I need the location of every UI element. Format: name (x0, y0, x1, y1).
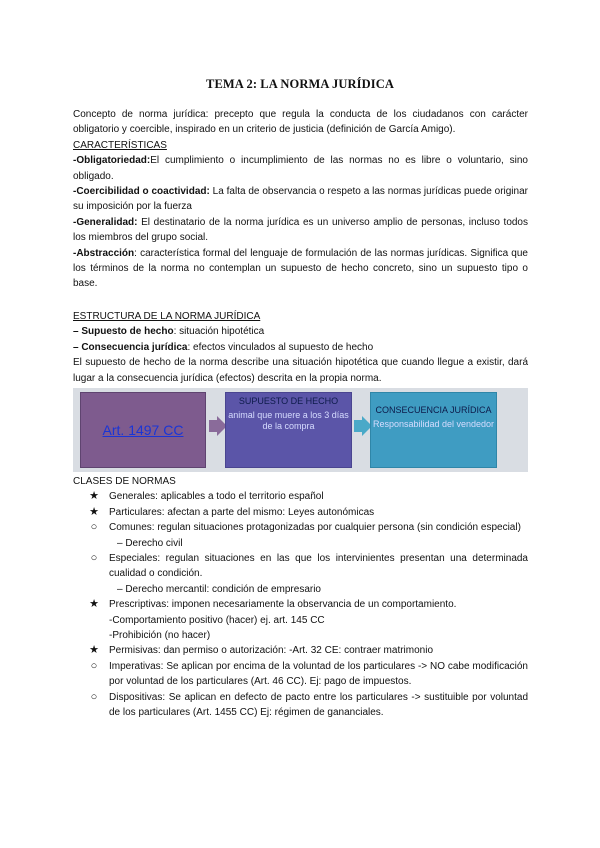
list-item (73, 520, 528, 535)
norm-structure-diagram (73, 388, 528, 472)
characteristic-item (73, 215, 528, 246)
characteristic-term: -Obligatoriedad: (73, 155, 151, 167)
list-item-text: Imperativas: Se aplican por encima de la voluntad de los particulares -> NO cabe modificación por voluntad de los particulares (Art. 46 CC). Ej: pago de impuestos. (109, 660, 528, 688)
list-item-text: Dispositivas: Se aplican en defecto de pacto entre los particulares -> sustituible por voluntad de los particulares (Art. 1455 CC) Ej: régimen de gananciales. (109, 691, 528, 719)
structure-line-consecuencia (73, 340, 528, 355)
characteristic-term: -Generalidad: (73, 216, 138, 228)
list-subitem: – Derecho civil (117, 537, 183, 549)
list-item (73, 489, 528, 504)
characteristic-text: El cumplimiento o incumplimiento de las normas no es libre o voluntario, sino obligado. (73, 155, 528, 182)
star-bullet-icon: ★ (89, 505, 99, 518)
characteristic-term: -Abstracción (73, 247, 135, 259)
consecuencia-box-heading: CONSECUENCIA JURÍDICA (375, 405, 492, 415)
list-subitem: – Derecho mercantil: condición de empresario (117, 583, 321, 595)
structure-heading: ESTRUCTURA DE LA NORMA JURÍDICA (73, 311, 261, 322)
star-bullet-icon: ★ (89, 598, 99, 611)
list-item-text: Permisivas: dan permiso o autorización: -Art. 32 CE: contraer matrimonio (109, 645, 434, 657)
list-item-text: Comunes: regulan situaciones protagonizadas por cualquier persona (sin condición especial) (109, 522, 521, 534)
circle-bullet-icon: ○ (90, 552, 98, 565)
structure-paragraph: El supuesto de hecho de la norma describe una situación hipotética que cuando llegue a existir, dará lugar a la consecuencia jurídica (efectos) descrita en la propia norma. (73, 357, 528, 384)
list-item-text: Prescriptivas: imponen necesariamente la observancia de un comportamiento. (109, 599, 457, 611)
list-subitem: -Prohibición (no hacer) (109, 630, 211, 642)
characteristic-text: La falta de observancia o respeto a las normas jurídicas puede originar su imposición por la fuerza (73, 186, 528, 213)
star-bullet-icon: ★ (89, 490, 99, 503)
supuesto-text: : situación hipotética (173, 326, 265, 338)
supuesto-box (225, 392, 352, 468)
consecuencia-text: : efectos vinculados al supuesto de hecho (187, 341, 374, 353)
document-title: TEMA 2: LA NORMA JURÍDICA (206, 77, 394, 91)
list-item-text: Particulares: afectan a parte del mismo: Leyes autonómicas (109, 506, 375, 518)
consecuencia-box (370, 392, 497, 468)
list-item (73, 659, 528, 690)
consecuencia-box-text: Responsabilidad del vendedor (372, 419, 495, 429)
list-item-text: Generales: aplicables a todo el territorio español (109, 491, 324, 503)
supuesto-term: – Supuesto de hecho (73, 326, 174, 338)
list-item (73, 643, 528, 658)
norm-classes-section (73, 474, 528, 721)
list-item-text: Especiales: regulan situaciones en las que los intervinientes presentan una determinada cualidad o condición. (109, 553, 528, 580)
circle-bullet-icon: ○ (90, 659, 98, 672)
list-item (73, 551, 528, 582)
concept-paragraph: Concepto de norma jurídica: precepto que regula la conducta de los ciudadanos con carácter obligatorio y coercible, inspirado en un criterio de justicia (definición de García Amigo). (73, 109, 528, 136)
list-item (73, 597, 528, 612)
circle-bullet-icon: ○ (90, 521, 98, 534)
characteristic-term: -Coercibilidad o coactividad: (73, 186, 210, 198)
list-item (73, 505, 528, 520)
supuesto-box-text: animal que muere a los 3 días de la compra (228, 410, 349, 431)
consecuencia-term: – Consecuencia jurídica (73, 341, 188, 353)
characteristic-item (73, 184, 528, 215)
article-box (80, 392, 206, 468)
article-link[interactable]: Art. 1497 CC (102, 422, 184, 438)
list-subitem: -Comportamiento positivo (hacer) ej. art. 145 CC (109, 614, 325, 626)
circle-bullet-icon: ○ (90, 690, 98, 703)
characteristic-item (73, 246, 528, 292)
structure-section (73, 309, 528, 386)
supuesto-box-heading: SUPUESTO DE HECHO (238, 396, 339, 406)
star-bullet-icon: ★ (89, 644, 99, 657)
characteristics-heading: CARACTERÍSTICAS (73, 139, 167, 151)
characteristic-item (73, 153, 528, 184)
characteristic-text: El destinatario de la norma jurídica es un universo amplio de personas, incluso todos los miembros del grupo social. (73, 216, 528, 244)
intro-section (73, 107, 528, 292)
classes-heading: CLASES DE NORMAS (73, 476, 176, 487)
structure-line-supuesto (73, 324, 528, 339)
characteristic-text: : característica formal del lenguaje de formulación de las normas jurídicas. Significa que los términos de la norma no contemplan un supuesto de hecho concreto, sino un supuesto tipo o base. (73, 247, 528, 290)
list-item (73, 690, 528, 721)
